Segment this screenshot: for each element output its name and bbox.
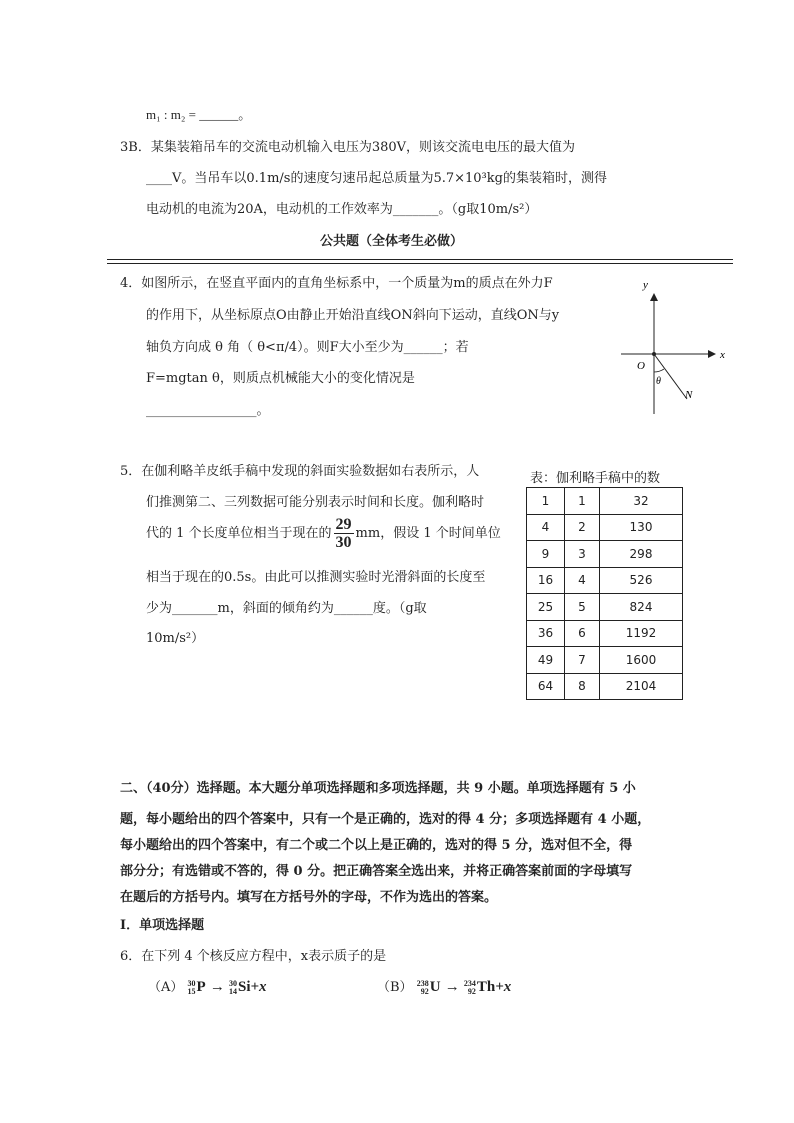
table-cell: 1 bbox=[527, 488, 565, 515]
section2-line3: 每小题给出的四个答案中，有二个或二个以上是正确的，选对的得 5 分，选对但不全，得 bbox=[120, 838, 633, 853]
table-cell: 25 bbox=[527, 594, 565, 621]
subsection-single-choice: Ⅰ．单项选择题 bbox=[120, 918, 205, 933]
table-row bbox=[527, 673, 683, 700]
origin-label: O bbox=[637, 360, 645, 372]
y-label: y bbox=[643, 279, 648, 291]
double-rule-bottom bbox=[107, 263, 733, 264]
table-cell: 1 bbox=[565, 488, 600, 515]
table-cell: 526 bbox=[600, 567, 683, 594]
q3b-line3: 电动机的电流为20A，电动机的工作效率为_______。（g取10m/s²） bbox=[146, 202, 538, 217]
coordinate-diagram bbox=[615, 272, 740, 420]
q5-line3-post: mm，假设 1 个时间单位 bbox=[355, 526, 501, 541]
theta-arc bbox=[654, 369, 664, 372]
table-cell: 4 bbox=[527, 514, 565, 541]
section2-line4: 部分分；有选错或不答的，得 0 分。把正确答案全选出来，并将正确答案前面的字母填写 bbox=[120, 864, 633, 879]
table-cell: 2104 bbox=[600, 673, 683, 700]
table-cell: 8 bbox=[565, 673, 600, 700]
section2-line1: 二、（40分）选择题。本大题分单项选择题和多项选择题，共 9 小题。单项选择题有 5 小 bbox=[120, 781, 636, 796]
theta-label: θ bbox=[656, 376, 661, 387]
table-row bbox=[527, 541, 683, 568]
table-cell: 36 bbox=[527, 620, 565, 647]
table-row bbox=[527, 488, 683, 515]
table-cell: 1192 bbox=[600, 620, 683, 647]
table-cell: 130 bbox=[600, 514, 683, 541]
q5-line4: 相当于现在的0.5s。由此可以推测实验时光滑斜面的长度至 bbox=[146, 570, 486, 585]
q5-line3-pre: 代的 1 个长度单位相当于现在的 bbox=[146, 526, 332, 541]
q5-line6: 10m/s²） bbox=[146, 631, 205, 646]
table-row bbox=[527, 594, 683, 621]
table-cell: 2 bbox=[565, 514, 600, 541]
fraction-29-30 bbox=[334, 516, 354, 551]
q6-option-b[interactable] bbox=[377, 976, 511, 996]
fraction-numerator: 29 bbox=[335, 516, 352, 533]
q5-line2: 们推测第二、三列数据可能分别表示时间和长度。伽利略时 bbox=[146, 495, 485, 510]
table-cell: 1600 bbox=[600, 647, 683, 674]
option-b-label: （B） bbox=[377, 980, 413, 995]
table-cell: 32 bbox=[600, 488, 683, 515]
origin-point bbox=[652, 352, 656, 356]
nuclide-th234: 234 92 Th+x bbox=[463, 978, 512, 996]
x-label: x bbox=[720, 349, 725, 361]
table-cell: 6 bbox=[565, 620, 600, 647]
table-row bbox=[527, 514, 683, 541]
option-a-label: （A） bbox=[148, 980, 184, 995]
double-rule-top bbox=[107, 259, 733, 260]
q4-line1: 4．如图所示，在竖直平面内的直角坐标系中，一个质量为m的质点在外力F bbox=[120, 276, 553, 291]
nuclide-si30: 30 14 Si+x bbox=[228, 978, 267, 996]
fraction-denominator: 30 bbox=[335, 534, 352, 551]
q4-line2: 的作用下，从坐标原点O由静止开始沿直线ON斜向下运动，直线ON与y bbox=[146, 308, 560, 323]
q5-line5: 少为_______m，斜面的倾角约为______度。（g取 bbox=[146, 601, 427, 616]
q5-line1: 5．在伽利略羊皮纸手稿中发现的斜面实验数据如右表所示，人 bbox=[120, 464, 480, 479]
q4-line5: _________________。 bbox=[146, 403, 270, 418]
q4-line3: 轴负方向成 θ 角（ θ<π/4）。则F大小至少为______；若 bbox=[146, 340, 469, 355]
table-cell: 16 bbox=[527, 567, 565, 594]
table-row bbox=[527, 647, 683, 674]
n-label: N bbox=[685, 389, 693, 401]
nuclide-u238: 238 92 U bbox=[416, 978, 441, 996]
q6-stem: 6．在下列 4 个核反应方程中，x表示质子的是 bbox=[120, 949, 387, 964]
q3b-line2: ____V。当吊车以0.1m/s的速度匀速吊起总质量为5.7×10³kg的集装箱时，测得 bbox=[146, 171, 607, 186]
q3b-line1: 3B．某集装箱吊车的交流电动机输入电压为380V，则该交流电电压的最大值为 bbox=[120, 140, 576, 155]
table-cell: 4 bbox=[565, 567, 600, 594]
table-row bbox=[527, 620, 683, 647]
section2-line5: 在题后的方括号内。填写在方括号外的字母，不作为选出的答案。 bbox=[120, 890, 498, 905]
table-cell: 5 bbox=[565, 594, 600, 621]
galileo-data-table bbox=[526, 487, 683, 700]
table-cell: 64 bbox=[527, 673, 565, 700]
section-common-title: 公共题（全体考生必做） bbox=[320, 234, 464, 249]
section2-line2: 题，每小题给出的四个答案中，只有一个是正确的，选对的得 4 分；多项选择题有 4 小题， bbox=[120, 812, 651, 827]
table-cell: 3 bbox=[565, 541, 600, 568]
arrow-icon: → bbox=[444, 979, 460, 995]
q6-option-a[interactable] bbox=[148, 976, 267, 996]
table-cell: 49 bbox=[527, 647, 565, 674]
table-caption: 表：伽利略手稿中的数 bbox=[530, 471, 661, 486]
ratio-line: m₁ : m₂ = ______。 bbox=[146, 107, 252, 122]
table-cell: 7 bbox=[565, 647, 600, 674]
q4-line4: F=mgtan θ，则质点机械能大小的变化情况是 bbox=[146, 371, 415, 386]
arrow-icon: → bbox=[209, 979, 225, 995]
table-cell: 298 bbox=[600, 541, 683, 568]
q5-line3 bbox=[146, 516, 501, 551]
table-cell: 824 bbox=[600, 594, 683, 621]
nuclide-p30: 30 15 P bbox=[187, 978, 206, 996]
table-row bbox=[527, 567, 683, 594]
table-cell: 9 bbox=[527, 541, 565, 568]
